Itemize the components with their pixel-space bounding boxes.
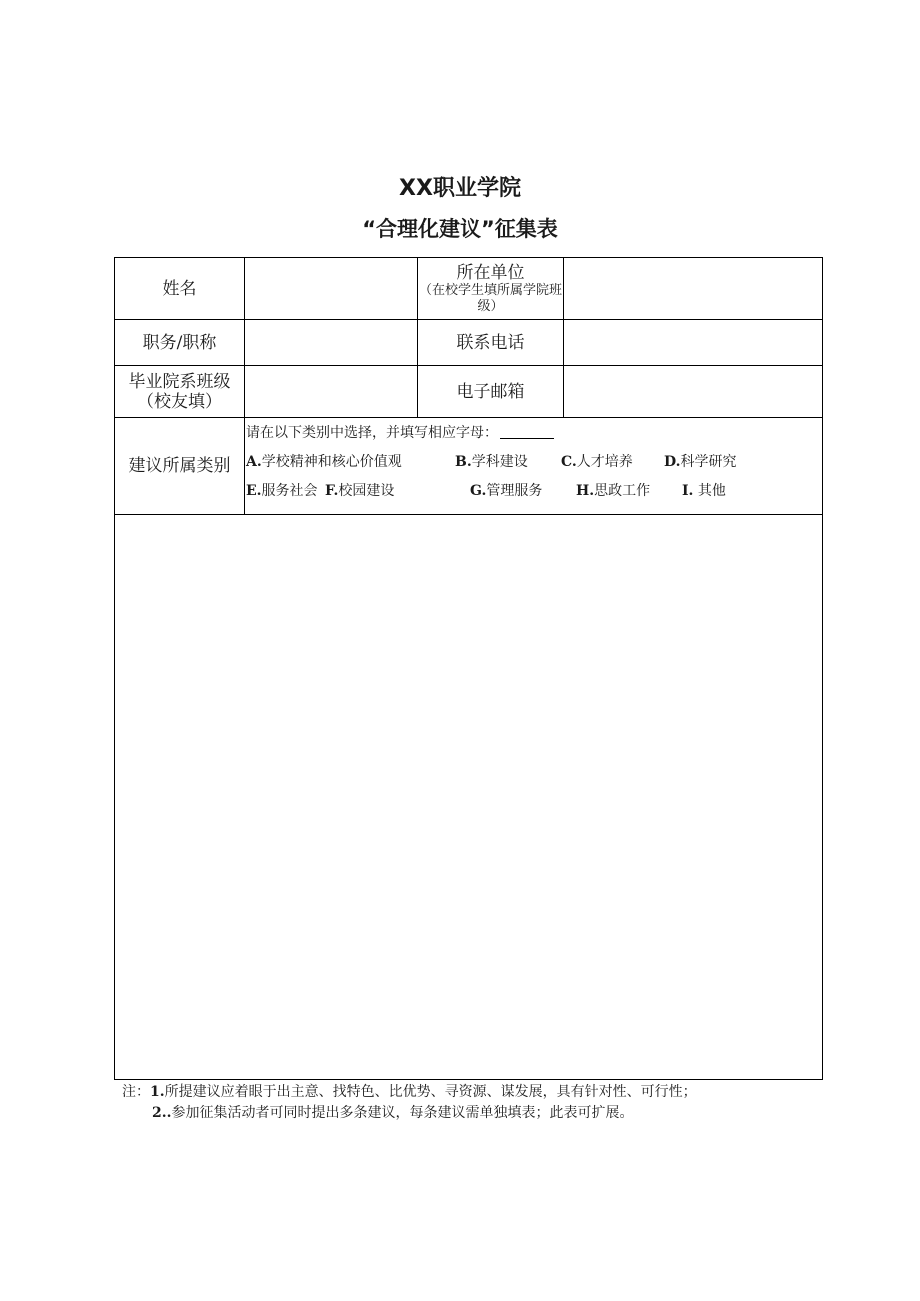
- category-option-f: F.校园建设: [325, 483, 395, 499]
- document-subtitle: “合理化建议”征集表: [362, 217, 558, 241]
- grad-field[interactable]: [245, 366, 418, 418]
- unit-label: 所在单位: [456, 262, 525, 283]
- unit-label-cell: [418, 258, 564, 320]
- position-label: 职务/职称: [115, 320, 245, 366]
- grad-hint: （校友填）: [137, 391, 222, 412]
- category-option-i: I. 其他: [682, 483, 726, 499]
- name-field[interactable]: [245, 258, 418, 320]
- category-prompt-wrap: [246, 422, 498, 444]
- category-prompt: 请在以下类别中选择，并填写相应字母：: [246, 425, 498, 441]
- suggestion-content-area[interactable]: [115, 515, 823, 1080]
- position-field[interactable]: [245, 320, 418, 366]
- document-title: XX职业学院: [399, 176, 521, 201]
- category-option-h: H.思政工作: [576, 483, 651, 499]
- category-cell: [245, 418, 823, 515]
- email-field[interactable]: [564, 366, 823, 418]
- phone-label: 联系电话: [418, 320, 564, 366]
- category-option-c: C.人才培养: [561, 454, 633, 470]
- category-option-b: B.学科建设: [455, 454, 528, 470]
- note-1: 注：1.所提建议应着眼于出主意、找特色、比优势、寻资源、谋发展，具有针对性、可行性；: [122, 1084, 697, 1100]
- category-option-e: E.服务社会: [246, 483, 318, 499]
- unit-hint: （在校学生填所属学院班级）: [418, 282, 562, 314]
- name-label: 姓名: [115, 258, 245, 320]
- note-2: 2..参加征集活动者可同时提出多条建议，每条建议需单独填表；此表可扩展。: [152, 1105, 634, 1121]
- email-label: 电子邮箱: [418, 366, 564, 418]
- notes: [122, 1082, 697, 1124]
- category-option-a: A.学校精神和核心价值观: [246, 454, 402, 470]
- category-option-d: D.科学研究: [664, 454, 737, 470]
- category-option-g: G.管理服务: [470, 483, 543, 499]
- category-answer-blank[interactable]: [500, 422, 554, 439]
- grad-label: 毕业院系班级: [128, 371, 231, 392]
- category-label: 建议所属类别: [115, 418, 245, 515]
- unit-field[interactable]: [564, 258, 823, 320]
- grad-label-cell: [115, 366, 245, 418]
- phone-field[interactable]: [564, 320, 823, 366]
- suggestion-form-table: [114, 257, 823, 1080]
